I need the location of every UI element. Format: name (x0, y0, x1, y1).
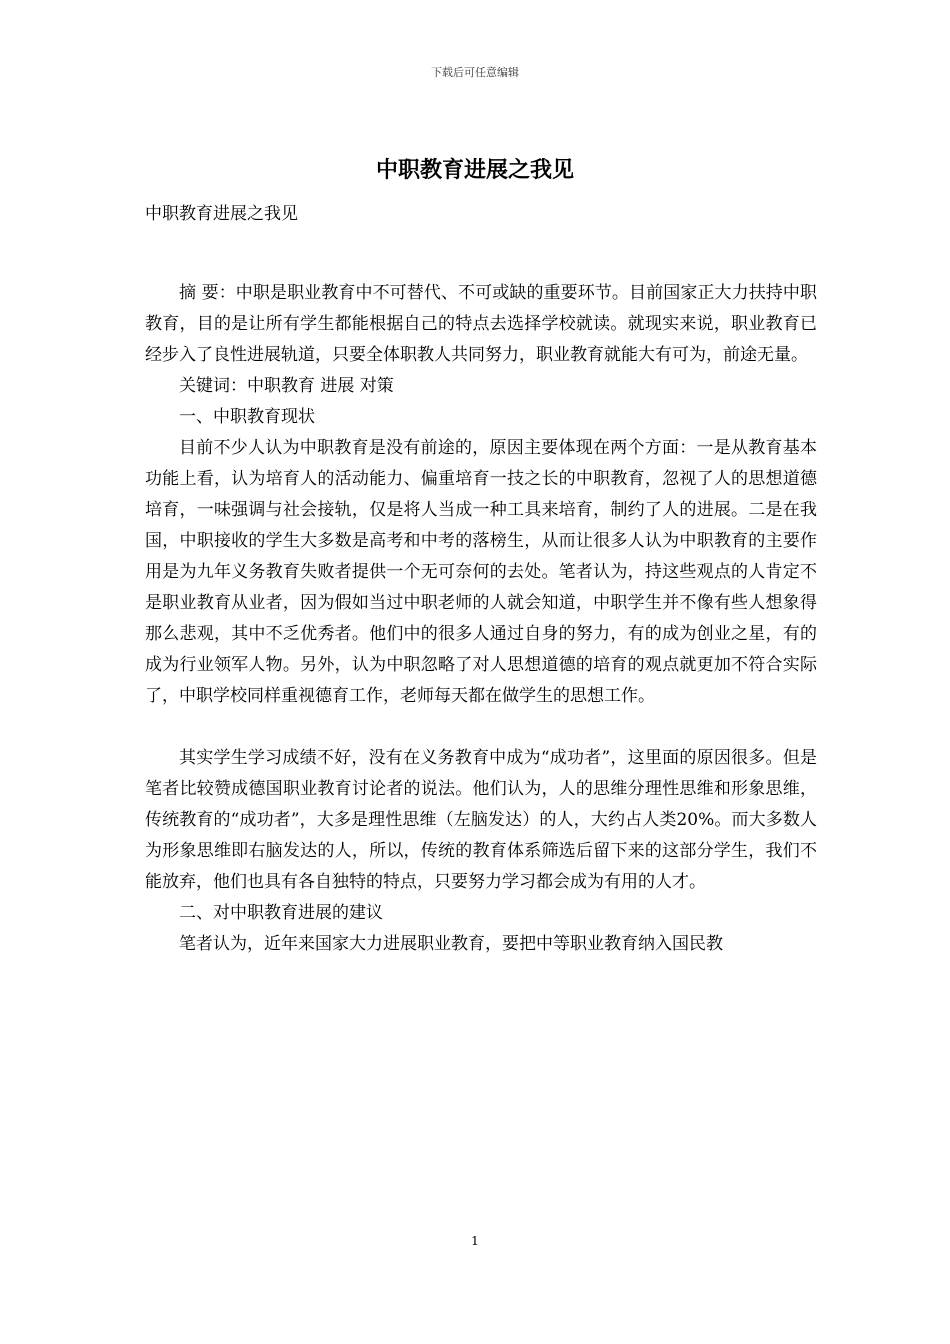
header-note: 下载后可任意编辑 (431, 66, 519, 79)
section-heading-1: 一、中职教育现状 (179, 407, 315, 427)
abstract-paragraph: 摘 要：中职是职业教育中不可替代、不可或缺的重要环节。目前国家正大力扶持中职教育，目的是让所有学生都能根据自己的特点去选择学校就读。就现实来说，职业教育已经步入了良性进展轨道，只要全体职教人共同努力，职业教育就能大有可为，前途无量。 (145, 283, 817, 365)
section-1-paragraph-2: 其实学生学习成绩不好，没有在义务教育中成为“成功者”，这里面的原因很多。但是笔者比较赞成德国职业教育讨论者的说法。他们认为，人的思维分理性思维和形象思维，传统教育的“成功者”，大多是理性思维（左脑发达）的人，大约占人类20%。而大多数人为形象思维即右脑发达的人，所以，传统的教育体系筛选后留下来的这部分学生，我们不能放弃，他们也具有各自独特的特点，只要努力学习都会成为有用的人才。 (145, 748, 817, 892)
section-2-paragraph-1: 笔者认为，近年来国家大力进展职业教育，要把中等职业教育纳入国民教 (179, 934, 723, 954)
document-body (145, 239, 817, 960)
section-1-paragraph-1: 目前不少人认为中职教育是没有前途的，原因主要体现在两个方面：一是从教育基本功能上看，认为培育人的活动能力、偏重培育一技之长的中职教育，忽视了人的思想道德培育，一味强调与社会接轨，仅是将人当成一种工具来培育，制约了人的进展。二是在我国，中职接收的学生大多数是高考和中考的落榜生，从而让很多人认为中职教育的主要作用是为九年义务教育失败者提供一个无可奈何的去处。笔者认为，持这些观点的人肯定不是职业教育从业者，因为假如当过中职老师的人就会知道，中职学生并不像有些人想象得那么悲观，其中不乏优秀者。他们中的很多人通过自身的努力，有的成为创业之星，有的成为行业领军人物。另外，认为中职忽略了对人思想道德的培育的观点就更加不符合实际了，中职学校同样重视德育工作，老师每天都在做学生的思想工作。 (145, 438, 817, 706)
blank-line (145, 712, 817, 743)
keywords-paragraph: 关键词：中职教育 进展 对策 (179, 376, 394, 396)
page-number: 1 (471, 1234, 479, 1248)
blank-line (145, 239, 817, 278)
section-heading-2: 二、对中职教育进展的建议 (179, 903, 383, 923)
document-subtitle: 中职教育进展之我见 (145, 204, 298, 224)
document-title: 中职教育进展之我见 (375, 157, 574, 183)
